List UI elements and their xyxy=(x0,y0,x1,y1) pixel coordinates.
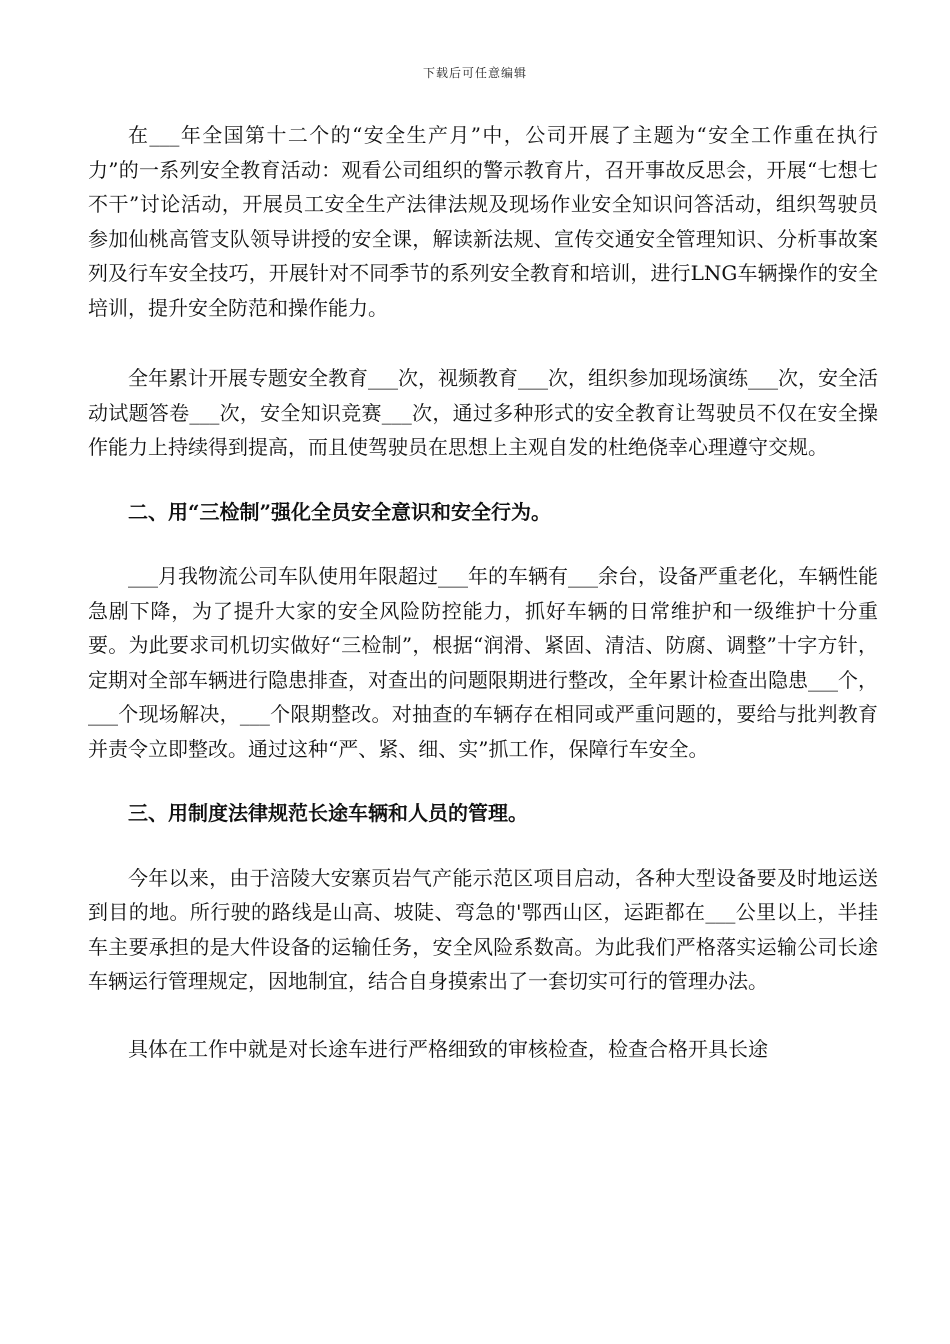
paragraph-vehicle-maintenance: ___月我物流公司车队使用年限超过___年的车辆有___余台，设备严重老化，车辆性能急剧下降，为了提升大家的安全风险防控能力，抓好车辆的日常维护和一级维护十分重要。为此要求司机切实做好“三检制”，根据“润滑、紧固、清洁、防腐、调整”十字方针，定期对全部车辆进行隐患排查，对查出的问题限期进行整改，全年累计检查出隐患___个，___个现场解决，___个限期整改。对抽查的车辆存在相同或严重问题的，要给与批判教育并责令立即整改。通过这种“严、紧、细、实”抓工作，保障行车安全。 xyxy=(88,564,878,761)
document-body xyxy=(88,118,878,1099)
paragraph-long-distance-transport: 今年以来，由于涪陵大安寨页岩气产能示范区项目启动，各种大型设备要及时地运送到目的地。所行驶的路线是山高、坡陡、弯急的'鄂西山区，运距都在___公里以上，半挂车主要承担的是大件设备的运输任务，安全风险系数高。为此我们严格落实运输公司长途车辆运行管理规定，因地制宜，结合自身摸索出了一套切实可行的管理办法。 xyxy=(88,865,878,993)
paragraph-annual-education: 全年累计开展专题安全教育___次，视频教育___次，组织参加现场演练___次，安全活动试题答卷___次，安全知识竞赛___次，通过多种形式的安全教育让驾驶员不仅在安全操作能力上持续得到提高，而且使驾驶员在思想上主观自发的杜绝侥幸心理遵守交规。 xyxy=(88,366,878,459)
section-heading-long-distance: 三、用制度法律规范长途车辆和人员的管理。 xyxy=(128,801,528,825)
section-heading-three-checks: 二、用“三检制”强化全员安全意识和安全行为。 xyxy=(128,499,552,524)
paragraph-safety-month: 在___年全国第十二个的“安全生产月”中，公司开展了主题为“安全工作重在执行力”的一系列安全教育活动：观看公司组织的警示教育片，召开事故反思会，开展“七想七不干”讨论活动，开展员工安全生产法律法规及现场作业安全知识问答活动，组织驾驶员参加仙桃高管支队领导讲授的安全课，解读新法规、宣传交通安全管理知识、分析事故案列及行车安全技巧，开展针对不同季节的系列安全教育和培训，进行LNG车辆操作的安全培训，提升安全防范和操作能力。 xyxy=(88,123,878,320)
page-header-note: 下载后可任意编辑 xyxy=(422,66,527,80)
paragraph-inspection: 具体在工作中就是对长途车进行严格细致的审核检查，检查合格开具长途 xyxy=(128,1036,768,1061)
